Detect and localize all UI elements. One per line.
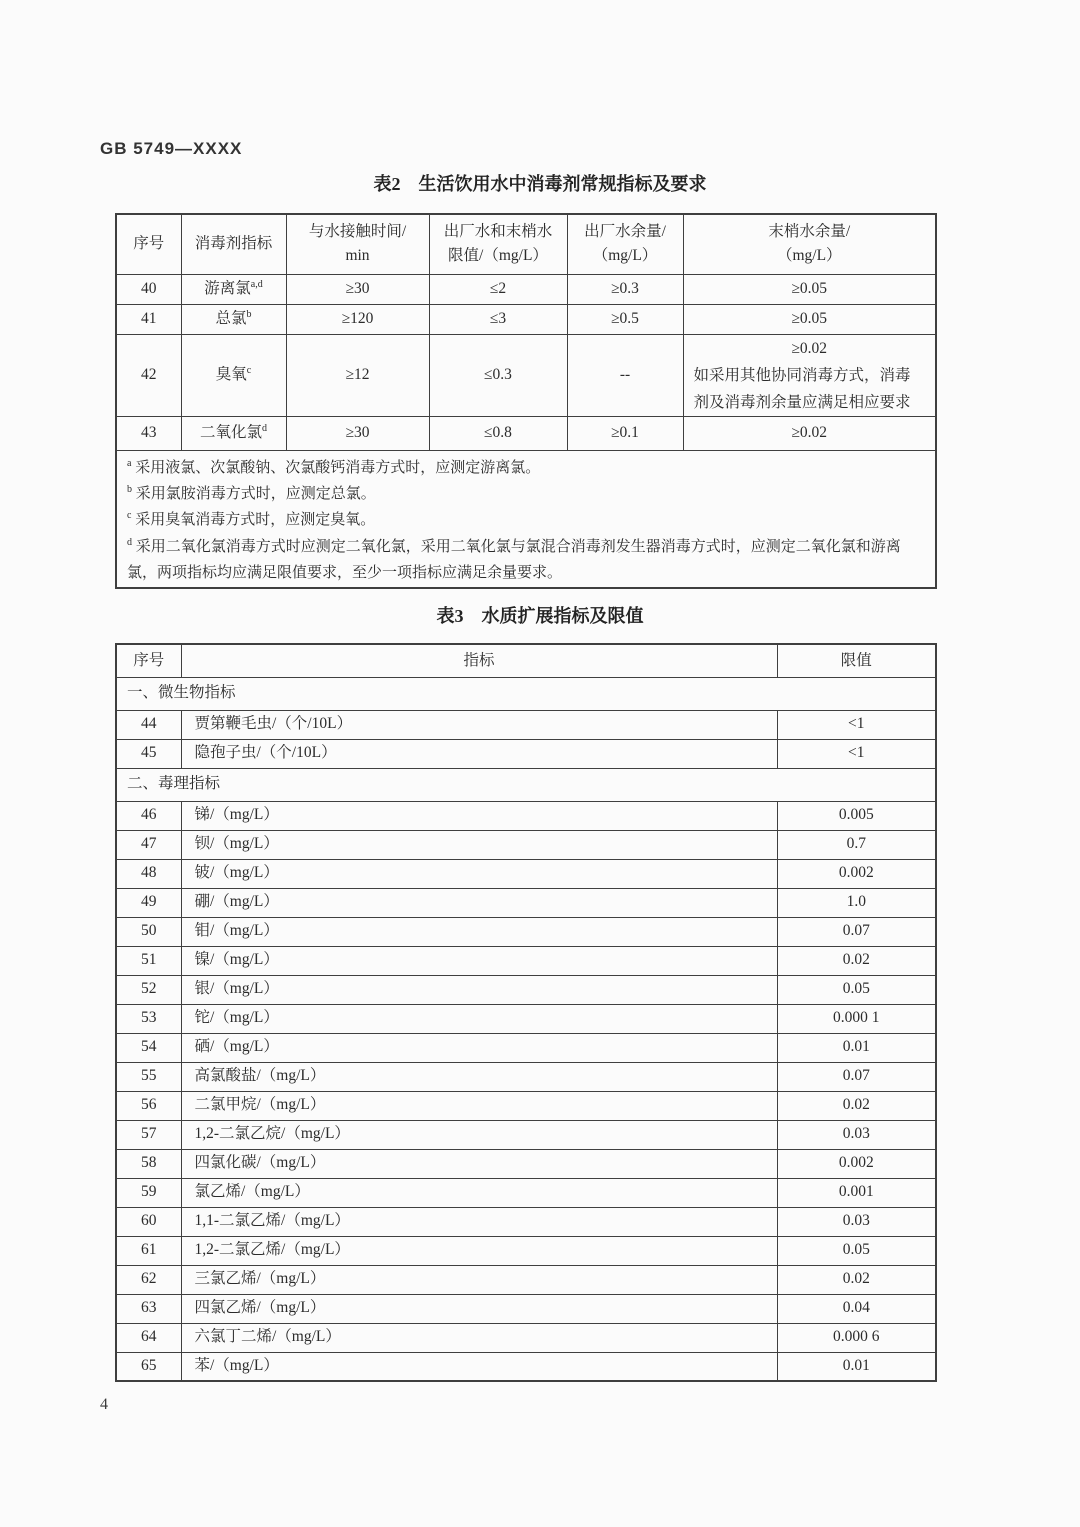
indicator-name: 贾第鞭毛虫/（个/10L） [181,710,777,739]
contact-time-value: ≥12 [286,334,429,416]
header-line: （mg/L） [776,247,842,265]
footnote-marker: a [127,457,132,469]
indicator-name: 四氯乙烯/（mg/L） [181,1294,777,1323]
table3-row [116,1294,936,1323]
footnote-marker: c [127,510,132,522]
indicator-name: 硒/（mg/L） [181,1033,777,1062]
table3-row [116,1149,936,1178]
limit-value: 0.07 [777,1062,936,1091]
table3-row [116,1178,936,1207]
indicator-name: 1,1-二氯乙烯/（mg/L） [181,1207,777,1236]
row-number: 58 [116,1149,181,1178]
table3-row [116,1236,936,1265]
indicator-name: 高氯酸盐/（mg/L） [181,1062,777,1091]
table3-row [116,1004,936,1033]
contact-time-value: ≥120 [286,304,429,334]
contact-time-value: ≥30 [286,274,429,304]
indicator-name: 1,2-二氯乙烯/（mg/L） [181,1236,777,1265]
limit-value: 0.01 [777,1352,936,1381]
row-number: 55 [116,1062,181,1091]
table3-row [116,1033,936,1062]
indicator-name: 钼/（mg/L） [181,917,777,946]
tap-residual-line: ≥0.02 [791,339,828,357]
limit-value: ≤2 [429,274,567,304]
row-number: 56 [116,1091,181,1120]
row-number: 64 [116,1323,181,1352]
row-number: 48 [116,859,181,888]
table3-row [116,1120,936,1149]
table3-row [116,1207,936,1236]
limit-value: <1 [777,710,936,739]
disinfectant-name [181,304,286,334]
header-line: min [345,247,370,265]
row-number: 53 [116,1004,181,1033]
table3-row [116,975,936,1004]
table3-header-row [116,644,936,677]
row-number: 45 [116,739,181,768]
table3-row [116,1062,936,1091]
table2-row [116,274,936,304]
footnote-d [127,534,925,587]
t3-col-header-no: 序号 [116,644,181,677]
factory-residual-value: ≥0.5 [567,304,683,334]
footnote-marker: b [127,483,132,495]
header-line: 限值/（mg/L） [448,247,548,265]
header-line: 消毒剂指标 [194,235,273,253]
footnote-text: 采用二氧化氯消毒方式时应测定二氧化氯，采用二氧化氯与氯混合消毒剂发生器消毒方式时，应测定二氧化氯和游离氯，两项指标均应满足限值要求，至少一项指标应满足余量要求。 [127,538,901,582]
limit-value: 0.05 [777,975,936,1004]
indicator-name: 苯/（mg/L） [181,1352,777,1381]
footnote-marker: b [246,308,252,320]
indicator-name: 硼/（mg/L） [181,888,777,917]
table3-section-row [116,677,936,710]
table3-body [116,677,936,1381]
limit-value: 0.02 [777,1265,936,1294]
table2-footnotes-row [116,450,936,588]
table2-footnotes [116,450,936,588]
disinfectant-label: 总氯 [215,309,247,327]
disinfectant-label: 游离氯 [204,279,251,297]
indicator-name: 锑/（mg/L） [181,801,777,830]
table3-row [116,859,936,888]
indicator-name: 镍/（mg/L） [181,946,777,975]
limit-value: 0.005 [777,801,936,830]
limit-value: 0.03 [777,1120,936,1149]
row-number: 57 [116,1120,181,1149]
limit-value: ≤0.3 [429,334,567,416]
t2-col-header-tap-residual [683,214,936,274]
indicator-name: 三氯乙烯/（mg/L） [181,1265,777,1294]
row-number: 42 [116,334,181,416]
table2-header-row [116,214,936,274]
row-number: 54 [116,1033,181,1062]
indicator-name: 六氯丁二烯/（mg/L） [181,1323,777,1352]
row-number: 47 [116,830,181,859]
factory-residual-value: -- [567,334,683,416]
footnote-a [127,455,925,481]
limit-value: 0.04 [777,1294,936,1323]
limit-value: 1.0 [777,888,936,917]
doc-code: GB 5749—XXXX [100,139,243,158]
table2-row [116,416,936,450]
indicator-name: 氯乙烯/（mg/L） [181,1178,777,1207]
limit-value: 0.000 1 [777,1004,936,1033]
limit-value: 0.03 [777,1207,936,1236]
row-number: 60 [116,1207,181,1236]
header-line: 序号 [133,235,165,253]
row-number: 46 [116,801,181,830]
footnote-text: 采用液氯、次氯酸钠、次氯酸钙消毒方式时，应测定游离氯。 [135,459,541,476]
footnote-marker: a,d [250,278,263,290]
limit-value: 0.05 [777,1236,936,1265]
row-number: 49 [116,888,181,917]
t2-col-header-factory-residual [567,214,683,274]
footnote-text: 采用氯胺消毒方式时，应测定总氯。 [135,485,376,502]
limit-value: 0.7 [777,830,936,859]
row-number: 50 [116,917,181,946]
disinfectant-label: 二氧化氯 [199,423,262,441]
table3 [115,643,937,1382]
table2 [115,213,937,589]
row-number: 43 [116,416,181,450]
table3-row [116,888,936,917]
table3-row [116,801,936,830]
row-number: 63 [116,1294,181,1323]
table3-row [116,830,936,859]
header-line: 与水接触时间/ [308,223,407,241]
tap-residual-value: ≥0.05 [683,304,936,334]
t2-col-header-limit [429,214,567,274]
t2-col-header-contact-time [286,214,429,274]
t2-col-header-no [116,214,181,274]
limit-value: <1 [777,739,936,768]
limit-value: 0.02 [777,1091,936,1120]
indicator-name: 铊/（mg/L） [181,1004,777,1033]
footnote-marker: d [262,422,267,434]
tap-residual-line: 剂及消毒剂余量应满足相应要求 [693,393,911,411]
disinfectant-name [181,416,286,450]
factory-residual-value: ≥0.1 [567,416,683,450]
contact-time-value: ≥30 [286,416,429,450]
limit-value: 0.002 [777,859,936,888]
disinfectant-name [181,274,286,304]
limit-value: 0.001 [777,1178,936,1207]
row-number: 51 [116,946,181,975]
section-label: 二、毒理指标 [116,768,936,801]
section-label: 一、微生物指标 [116,677,936,710]
row-number: 62 [116,1265,181,1294]
header-line: 末梢水余量/ [768,223,851,241]
footnote-c [127,507,925,533]
t3-col-header-indicator: 指标 [181,644,777,677]
row-number: 41 [116,304,181,334]
tap-residual-value [683,334,936,416]
tap-residual-value: ≥0.02 [683,416,936,450]
footnote-b [127,481,925,507]
header-line: （mg/L） [592,247,658,265]
table3-section-row [116,768,936,801]
table3-row [116,946,936,975]
factory-residual-value: ≥0.3 [567,274,683,304]
header-line: 出厂水余量/ [584,223,666,241]
row-number: 40 [116,274,181,304]
table3-row [116,739,936,768]
t3-col-header-limit: 限值 [777,644,936,677]
row-number: 59 [116,1178,181,1207]
limit-value: ≤0.8 [429,416,567,450]
table3-row [116,1323,936,1352]
table2-row [116,334,936,416]
indicator-name: 铍/（mg/L） [181,859,777,888]
table2-row [116,304,936,334]
limit-value: ≤3 [429,304,567,334]
row-number: 61 [116,1236,181,1265]
indicator-name: 二氯甲烷/（mg/L） [181,1091,777,1120]
row-number: 44 [116,710,181,739]
row-number: 65 [116,1352,181,1381]
table3-row [116,1265,936,1294]
footnote-marker: d [127,536,132,548]
indicator-name: 银/（mg/L） [181,975,777,1004]
limit-value: 0.000 6 [777,1323,936,1352]
table3-row [116,917,936,946]
table2-title: 表2 生活饮用水中消毒剂常规指标及要求 [373,174,707,194]
indicator-name: 四氯化碳/（mg/L） [181,1149,777,1178]
header-line: 出厂水和末梢水 [443,223,553,241]
indicator-name: 钡/（mg/L） [181,830,777,859]
footnote-marker: c [246,364,252,376]
t2-col-header-disinfectant [181,214,286,274]
row-number: 52 [116,975,181,1004]
limit-value: 0.01 [777,1033,936,1062]
limit-value: 0.07 [777,917,936,946]
table3-row [116,1352,936,1381]
table3-row [116,710,936,739]
indicator-name: 1,2-二氯乙烷/（mg/L） [181,1120,777,1149]
limit-value: 0.002 [777,1149,936,1178]
tap-residual-line: 如采用其他协同消毒方式，消毒 [693,366,911,384]
table3-row [116,1091,936,1120]
disinfectant-label: 臭氧 [215,365,247,383]
disinfectant-name [181,334,286,416]
footnote-text: 采用臭氧消毒方式时，应测定臭氧。 [135,512,376,529]
indicator-name: 隐孢子虫/（个/10L） [181,739,777,768]
tap-residual-value: ≥0.05 [683,274,936,304]
limit-value: 0.02 [777,946,936,975]
table3-title: 表3 水质扩展指标及限值 [436,606,644,626]
page-number: 4 [100,1396,108,1413]
